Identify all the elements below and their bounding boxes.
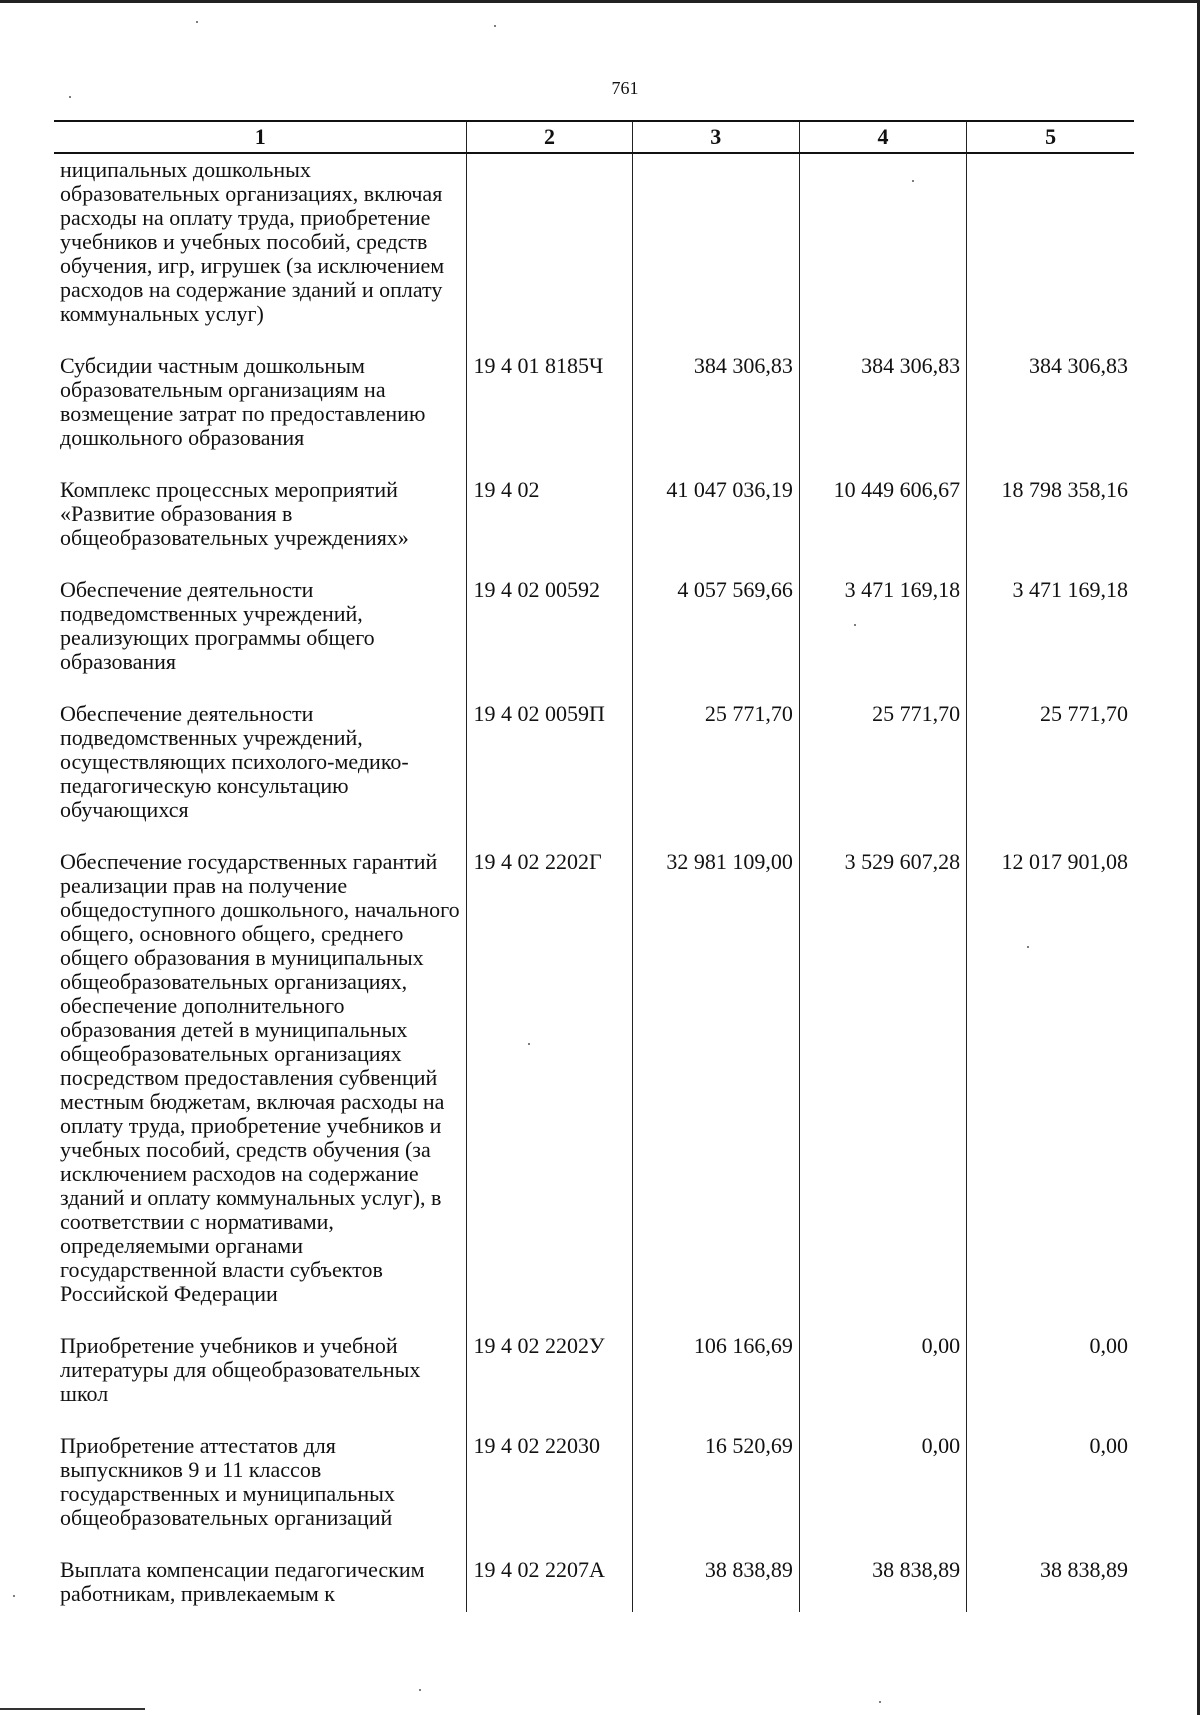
table-row bbox=[54, 578, 1134, 702]
page-number: 761 bbox=[611, 78, 639, 98]
row-value-col5: 0,00 bbox=[967, 1334, 1134, 1434]
table-row bbox=[54, 1334, 1134, 1434]
scan-edge-top bbox=[0, 0, 1200, 3]
table-row bbox=[54, 702, 1134, 850]
row-name: ниципальных дошкольных образовательных организациях, включая расходы на оплату труда, приобретение учебников и учебных пособий, средств обучения, игр, игрушек (за исключением расходов на содержание зданий и оплату коммунальных услуг) bbox=[60, 157, 445, 326]
table-row bbox=[54, 354, 1134, 478]
scan-speck bbox=[196, 21, 198, 23]
scan-speck bbox=[13, 1595, 15, 1597]
table-row bbox=[54, 153, 1134, 354]
row-code: 19 4 02 22030 bbox=[467, 1434, 632, 1558]
row-value-col4: 38 838,89 bbox=[799, 1558, 966, 1612]
column-header-1: 1 bbox=[54, 121, 467, 153]
scan-bottom-mark bbox=[0, 1708, 145, 1710]
row-value-col4: 0,00 bbox=[799, 1434, 966, 1558]
row-name: Выплата компенсации педагогическим работникам, привлекаемым к bbox=[60, 1557, 425, 1606]
row-value-col3: 38 838,89 bbox=[632, 1558, 799, 1612]
row-value-col3: 106 166,69 bbox=[632, 1334, 799, 1434]
row-name: Обеспечение деятельности подведомственных учреждений, реализующих программы общего образования bbox=[60, 577, 375, 674]
row-name: Приобретение аттестатов для выпускников 9 и 11 классов государственных и муниципальных общеобразовательных организаций bbox=[60, 1433, 395, 1530]
table-row bbox=[54, 478, 1134, 578]
row-value-col4: 10 449 606,67 bbox=[799, 478, 966, 578]
row-value-col3: 16 520,69 bbox=[632, 1434, 799, 1558]
row-value-col5: 384 306,83 bbox=[967, 354, 1134, 478]
column-header-4: 4 bbox=[799, 121, 966, 153]
row-value-col3: 32 981 109,00 bbox=[632, 850, 799, 1334]
row-value-col3: 25 771,70 bbox=[632, 702, 799, 850]
row-name: Приобретение учебников и учебной литературы для общеобразовательных школ bbox=[60, 1333, 421, 1406]
table-row bbox=[54, 1434, 1134, 1558]
scan-speck bbox=[879, 1701, 881, 1703]
scan-speck bbox=[419, 1689, 421, 1691]
row-value-col5 bbox=[967, 153, 1134, 354]
table-row bbox=[54, 850, 1134, 1334]
column-header-3: 3 bbox=[632, 121, 799, 153]
row-name: Субсидии частным дошкольным образовательным организациям на возмещение затрат по предоставлению дошкольного образования bbox=[60, 353, 426, 450]
row-value-col5: 25 771,70 bbox=[967, 702, 1134, 850]
row-value-col5: 3 471 169,18 bbox=[967, 578, 1134, 702]
row-value-col5: 12 017 901,08 bbox=[967, 850, 1134, 1334]
row-code: 19 4 01 8185Ч bbox=[467, 354, 632, 478]
column-header-5: 5 bbox=[967, 121, 1134, 153]
row-code: 19 4 02 2207А bbox=[467, 1558, 632, 1612]
row-value-col3 bbox=[632, 153, 799, 354]
table-row bbox=[54, 1558, 1134, 1612]
row-code: 19 4 02 0059П bbox=[467, 702, 632, 850]
row-name: Обеспечение государственных гарантий реализации прав на получение общедоступного дошкольного, начального общего, основного общего, среднего общего образования в муниципальных общеобразовательных организациях, обеспечение дополнительного образования детей в муниципальных общеобразовательных организациях посредством предоставления субвенций местным бюджетам, включая расходы на оплату труда, приобретение учебников и учебных пособий, средств обучения (за исключением расходов на содержание зданий и оплату коммунальных услуг), в соответствии с нормативами, определяемыми органами государственной власти субъектов Российской Федерации bbox=[60, 849, 460, 1306]
row-value-col4 bbox=[799, 153, 966, 354]
row-value-col4: 384 306,83 bbox=[799, 354, 966, 478]
row-value-col3: 384 306,83 bbox=[632, 354, 799, 478]
budget-table bbox=[54, 120, 1134, 1612]
row-code: 19 4 02 00592 bbox=[467, 578, 632, 702]
row-code: 19 4 02 bbox=[467, 478, 632, 578]
table-header-row bbox=[54, 121, 1134, 153]
row-code: 19 4 02 2202У bbox=[467, 1334, 632, 1434]
row-value-col4: 3 471 169,18 bbox=[799, 578, 966, 702]
column-header-2: 2 bbox=[467, 121, 632, 153]
row-name: Обеспечение деятельности подведомственных учреждений, осуществляющих психолого-медико-педагогическую консультацию обучающихся bbox=[60, 701, 409, 822]
row-value-col5: 38 838,89 bbox=[967, 1558, 1134, 1612]
row-value-col5: 18 798 358,16 bbox=[967, 478, 1134, 578]
row-code: 19 4 02 2202Г bbox=[467, 850, 632, 1334]
row-value-col4: 0,00 bbox=[799, 1334, 966, 1434]
row-value-col5: 0,00 bbox=[967, 1434, 1134, 1558]
row-value-col3: 41 047 036,19 bbox=[632, 478, 799, 578]
row-value-col3: 4 057 569,66 bbox=[632, 578, 799, 702]
row-name: Комплекс процессных мероприятий «Развитие образования в общеобразовательных учреждениях» bbox=[60, 477, 409, 550]
scan-speck bbox=[494, 25, 496, 27]
row-value-col4: 25 771,70 bbox=[799, 702, 966, 850]
row-code bbox=[467, 153, 632, 354]
row-value-col4: 3 529 607,28 bbox=[799, 850, 966, 1334]
